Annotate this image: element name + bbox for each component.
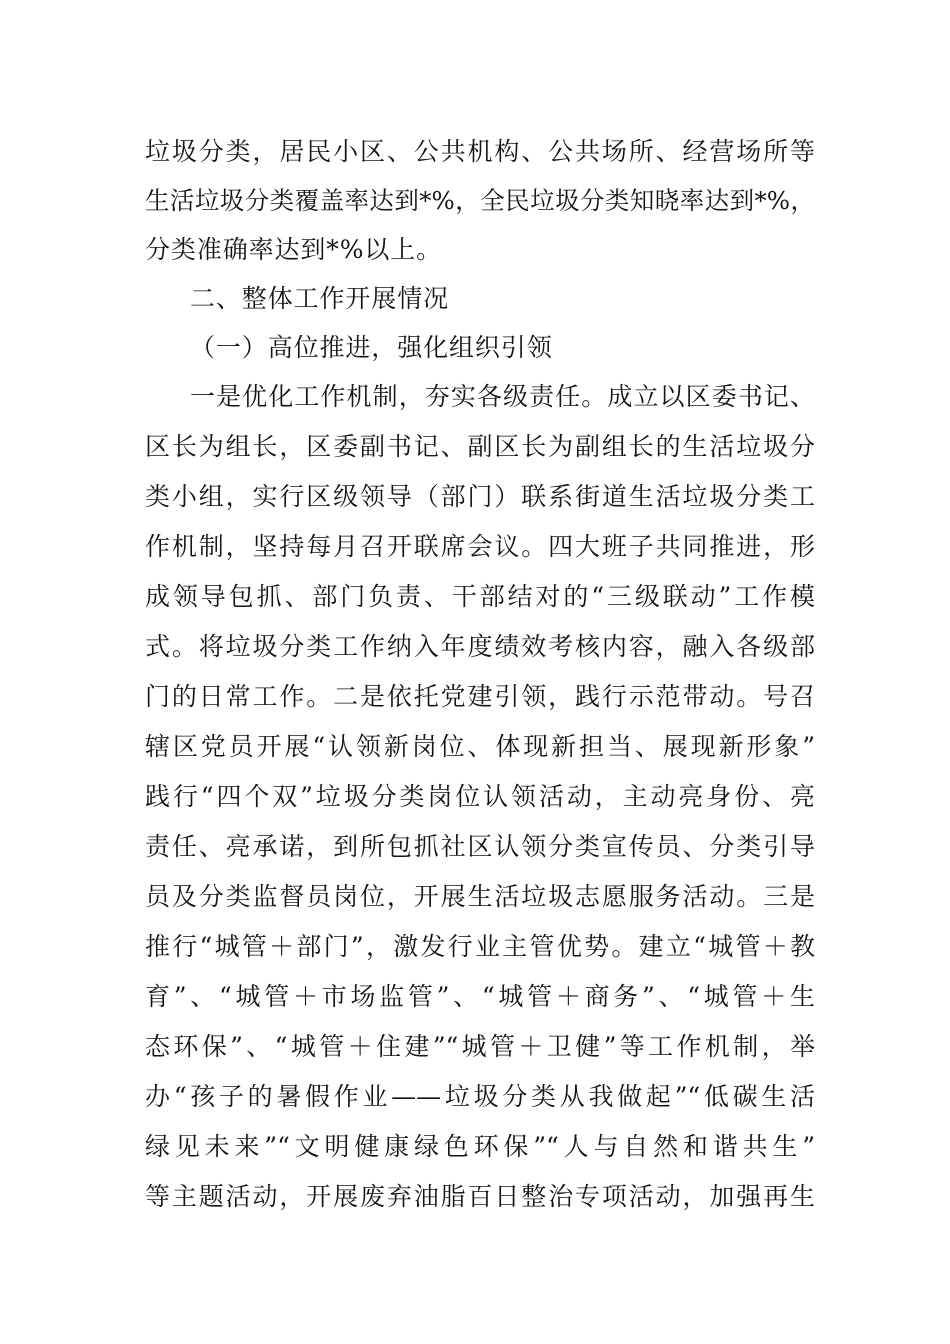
body-text-line: 责任、亮承诺，到所包抓社区认领分类宣传员、分类引导 <box>145 832 815 861</box>
body-text-line: 式。将垃圾分类工作纳入年度绩效考核内容，融入各级部 <box>145 632 815 661</box>
body-text-line: 一是优化工作机制，夯实各级责任。成立以区委书记、 <box>190 382 815 411</box>
subsection-heading: （一）高位推进，强化组织引领 <box>190 333 553 362</box>
body-text-line: 作机制，坚持每月召开联席会议。四大班子共同推进，形 <box>145 532 815 561</box>
body-text-line: 态环保”、“城管＋住建”“城管＋卫健”等工作机制，举 <box>145 1032 815 1061</box>
body-text-line: 员及分类监督员岗位，开展生活垃圾志愿服务活动。三是 <box>145 882 815 911</box>
body-text-line: 垃圾分类，居民小区、公共机构、公共场所、经营场所等 <box>145 137 815 166</box>
section-heading: 二、整体工作开展情况 <box>190 284 450 313</box>
body-text-line: 区长为组长，区委副书记、副区长为副组长的生活垃圾分 <box>145 432 815 461</box>
body-text-line: 等主题活动，开展废弃油脂百日整治专项活动，加强再生 <box>145 1182 815 1211</box>
body-text-line: 践行“四个双”垃圾分类岗位认领活动，主动亮身份、亮 <box>145 782 815 811</box>
body-text-line: 辖区党员开展“认领新岗位、体现新担当、展现新形象” <box>145 732 815 761</box>
body-text-line: 绿见未来”“文明健康绿色环保”“人与自然和谐共生” <box>145 1132 815 1161</box>
body-text-line: 分类准确率达到*%以上。 <box>145 235 443 264</box>
body-text-line: 门的日常工作。二是依托党建引领，践行示范带动。号召 <box>145 682 815 711</box>
body-text-line: 生活垃圾分类覆盖率达到*%，全民垃圾分类知晓率达到*%， <box>145 186 815 215</box>
body-text-line: 育”、“城管＋市场监管”、“城管＋商务”、“城管＋生 <box>145 982 815 1011</box>
body-text-line: 类小组，实行区级领导（部门）联系街道生活垃圾分类工 <box>145 482 815 511</box>
body-text-line: 成领导包抓、部门负责、干部结对的“三级联动”工作模 <box>145 582 815 611</box>
body-text-line: 推行“城管＋部门”，激发行业主管优势。建立“城管＋教 <box>145 932 815 961</box>
body-text-line: 办“孩子的暑假作业——垃圾分类从我做起”“低碳生活 <box>145 1082 815 1111</box>
